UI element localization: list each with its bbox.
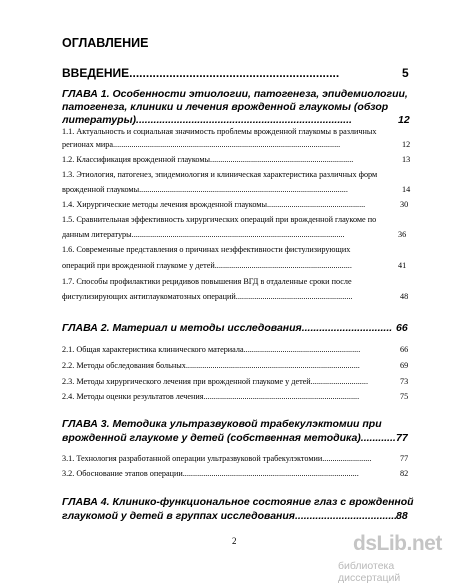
intro-label: ВВЕДЕНИЕ............................................................... [62,66,340,80]
item-1-4[interactable]: 1.4. Хирургические методы лечения врожденной глаукомы................................................ [62,200,366,209]
toc-title: ОГЛАВЛЕНИЕ [62,36,149,50]
item-1-6-line1[interactable]: 1.6. Современные представления о причинах неэффективности фистулизирующих [62,245,351,254]
item-1-5-page: 36 [398,230,407,239]
item-3-1[interactable]: 3.1. Технология разработанной операции ультразвуковой трабекулэктомии........................ [62,454,372,463]
ch1-line2[interactable]: патогенеза, клиники и лечения врожденной глаукомы (обзор [62,101,389,113]
item-1-7-line1[interactable]: 1.7. Способы профилактики рецидивов повышения ВГД в отдаленные сроки после [62,277,352,286]
item-1-6-page: 41 [398,261,407,270]
ch3-page: 77 [396,432,408,444]
item-2-3[interactable]: 2.3. Методы хирургического лечения при врожденной глаукоме у детей............................ [62,377,368,386]
item-1-7-page: 48 [400,292,409,301]
ch4-line1[interactable]: ГЛАВА 4. Клинико-функциональное состояние глаз с врожденной [62,496,414,508]
watermark-sub: библиотека диссертаций [338,560,401,584]
item-2-2[interactable]: 2.2. Методы обследования больных..................................................................................... [62,361,360,370]
item-1-1-page: 12 [402,140,411,149]
item-2-1[interactable]: 2.1. Общая характеристика клинического материала......................................................... [62,345,361,354]
item-2-3-page: 73 [400,377,409,386]
ch1-line3[interactable]: литературы).......................................................................... [62,114,352,126]
item-3-1-page: 77 [400,454,409,463]
item-1-3-line2[interactable]: врожденной глаукомы...................................................................................................... [62,185,348,194]
ch1-line1[interactable]: ГЛАВА 1. Особенности этиологии, патогенеза, эпидемиологии, [62,88,408,100]
item-1-1-line1[interactable]: 1.1. Актуальность и социальная значимость проблемы врожденной глаукомы в различных [62,127,377,136]
item-2-4[interactable]: 2.4. Методы оценки результатов лечения............................................................................ [62,392,360,401]
item-1-4-page: 30 [400,200,409,209]
item-1-7-line2[interactable]: фистулизирующих антиглаукоматозных операций......................................................... [62,292,353,301]
item-2-2-page: 69 [400,361,409,370]
ch3-line2[interactable]: врожденной глаукоме у детей (собственная методика)............ [62,432,396,444]
watermark-main: dsLib.net [353,532,442,555]
item-1-1-line2[interactable]: регионах мира............................................................................................................... [62,140,341,149]
intro-entry[interactable] [62,66,339,80]
ch4-page: 88 [396,510,408,522]
item-1-6-line2[interactable]: операций при врожденной глаукоме у детей................................................................... [62,261,352,270]
item-2-1-page: 66 [400,345,409,354]
item-1-3-page: 14 [402,185,411,194]
ch2-page: 66 [396,322,408,334]
item-1-3-line1[interactable]: 1.3. Этиология, патогенез, эпидемиология и клиническая характеристика различных форм [62,170,378,179]
item-1-5-line2[interactable]: данным литературы........................................................................................................ [62,230,345,239]
item-3-2-page: 82 [400,469,409,478]
ch2-entry[interactable]: ГЛАВА 2. Материал и методы исследования............................... [62,322,393,334]
ch1-page: 12 [398,114,410,126]
item-1-5-line1[interactable]: 1.5. Сравнительная эффективность хирургических операций при врожденной глаукоме по [62,215,377,224]
item-2-4-page: 75 [400,392,409,401]
watermark-logo [338,530,450,582]
ch3-line1[interactable]: ГЛАВА 3. Методика ультразвуковой трабекулэктомии при [62,418,382,430]
intro-page: 5 [402,66,409,80]
item-1-2-page: 13 [402,155,411,164]
ch4-line2[interactable]: глаукомой у детей в группах исследования................................... [62,510,398,522]
page-number: 2 [232,536,237,546]
item-3-2[interactable]: 3.2. Обоснование этапов операции...................................................................................... [62,469,359,478]
item-1-2[interactable]: 1.2. Классификация врожденной глаукомы...................................................................... [62,155,354,164]
